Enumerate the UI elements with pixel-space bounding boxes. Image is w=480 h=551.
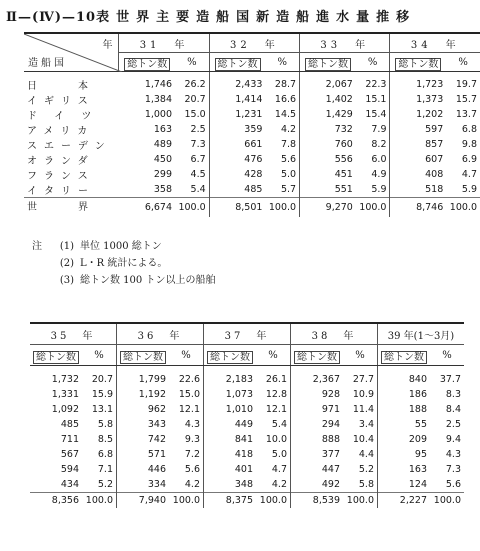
percent-cell: 5.0 <box>256 447 291 462</box>
pct-header: % <box>175 53 209 72</box>
table-row <box>24 167 480 182</box>
total-row <box>24 198 480 218</box>
percent-cell: 7.8 <box>265 137 299 152</box>
table-heading: 世界主要造船国新造船進水量推移 <box>116 10 417 25</box>
tonnage-cell: 1,799 <box>138 374 166 385</box>
percent-cell: 15.0 <box>169 387 204 402</box>
percent-cell: 4.2 <box>265 122 299 137</box>
ton-header: 総トン数 <box>300 53 356 72</box>
tonnage-cell: 2,227 <box>378 493 431 509</box>
tonnage-cell: 446 <box>147 464 166 475</box>
ton-header: 総トン数 <box>117 345 170 366</box>
percent-cell: 4.7 <box>256 462 291 477</box>
tonnage-cell: 209 <box>408 434 427 445</box>
tonnage-cell: 1,429 <box>325 109 353 120</box>
corner-country-label: 造船国 <box>28 58 67 69</box>
tonnage-cell: 1,092 <box>51 404 79 415</box>
tonnage-cell: 1,231 <box>235 109 263 120</box>
tonnage-cell: 8,375 <box>204 493 257 509</box>
percent-cell: 7.9 <box>356 122 390 137</box>
tonnage-cell: 1,402 <box>325 94 353 105</box>
tonnage-cell: 449 <box>234 419 253 430</box>
percent-cell: 16.6 <box>265 92 299 107</box>
tonnage-cell: 857 <box>425 139 444 150</box>
percent-cell: 4.4 <box>343 447 378 462</box>
table-row <box>30 477 464 493</box>
percent-cell: 7.3 <box>445 464 461 475</box>
pct-header: % <box>356 53 390 72</box>
pct-header: % <box>169 345 204 366</box>
notes <box>32 238 215 289</box>
table-row <box>24 137 480 152</box>
percent-cell: 12.1 <box>169 402 204 417</box>
percent-cell: 100.0 <box>82 493 117 509</box>
tonnage-cell: 124 <box>408 479 427 490</box>
tonnage-cell: 377 <box>321 449 340 460</box>
tonnage-cell: 334 <box>147 479 166 490</box>
percent-cell: 4.7 <box>461 169 477 180</box>
percent-cell: 4.3 <box>445 449 461 460</box>
tonnage-cell: 186 <box>408 389 427 400</box>
tonnage-cell: 518 <box>425 184 444 195</box>
ton-header: 総トン数 <box>30 345 82 366</box>
percent-cell: 5.2 <box>343 462 378 477</box>
percent-cell: 13.1 <box>82 402 117 417</box>
tonnage-cell: 841 <box>234 434 253 445</box>
year-header: 37 年 <box>204 323 291 345</box>
table-title <box>6 6 416 25</box>
percent-cell: 6.0 <box>356 152 390 167</box>
percent-cell: 13.7 <box>455 109 477 120</box>
table-row <box>30 402 464 417</box>
tonnage-cell: 971 <box>321 404 340 415</box>
table-row <box>30 417 464 432</box>
year-header: 39 年(1〜3月) <box>378 323 465 345</box>
tonnage-cell: 489 <box>153 139 173 150</box>
pct-header: % <box>82 345 117 366</box>
table-row <box>24 182 480 198</box>
tonnage-cell: 476 <box>244 154 263 165</box>
percent-cell: 6.7 <box>175 152 209 167</box>
tonnage-cell: 840 <box>408 374 427 385</box>
tonnage-cell: 7,940 <box>117 493 170 509</box>
percent-cell: 5.0 <box>265 167 299 182</box>
percent-cell: 12.1 <box>256 402 291 417</box>
corner-header <box>24 33 119 72</box>
percent-cell: 9.8 <box>461 139 477 150</box>
percent-cell: 100.0 <box>343 493 378 509</box>
tonnage-cell: 1,746 <box>144 79 173 90</box>
pct-header: % <box>446 53 480 72</box>
year-header: 31 年 <box>119 33 209 53</box>
table-1935-1939 <box>30 322 464 508</box>
percent-cell: 100.0 <box>430 493 464 509</box>
tonnage-cell: 928 <box>321 389 340 400</box>
ton-header: 総トン数 <box>119 53 175 72</box>
tonnage-cell: 571 <box>147 449 166 460</box>
country-cell: イギリス <box>27 96 95 107</box>
percent-cell: 9.4 <box>445 434 461 445</box>
percent-cell: 8.4 <box>445 404 461 415</box>
tonnage-cell: 556 <box>334 154 353 165</box>
percent-cell: 15.1 <box>356 92 390 107</box>
percent-cell: 5.8 <box>82 417 117 432</box>
year-header: 38 年 <box>291 323 378 345</box>
tonnage-cell: 1,732 <box>51 374 79 385</box>
tonnage-cell: 95 <box>414 449 427 460</box>
year-header: 34 年 <box>390 33 480 53</box>
tonnage-cell: 1,010 <box>225 404 253 415</box>
percent-cell: 5.2 <box>82 477 117 493</box>
percent-cell: 7.1 <box>82 462 117 477</box>
country-cell: フランス <box>27 171 95 182</box>
percent-cell: 12.8 <box>256 387 291 402</box>
percent-cell: 22.6 <box>169 366 204 388</box>
pct-header: % <box>265 53 299 72</box>
country-cell: オランダ <box>27 156 95 167</box>
percent-cell: 100.0 <box>169 493 204 509</box>
country-cell: イタリー <box>27 186 95 197</box>
percent-cell: 5.7 <box>265 182 299 198</box>
percent-cell: 2.5 <box>175 122 209 137</box>
percent-cell: 8.2 <box>356 137 390 152</box>
pct-header: % <box>430 345 464 366</box>
percent-cell: 100.0 <box>175 198 209 218</box>
country-cell: アメリカ <box>27 126 95 137</box>
percent-cell: 26.1 <box>256 366 291 388</box>
percent-cell: 6.8 <box>82 447 117 462</box>
tonnage-cell: 1,723 <box>416 79 444 90</box>
tonnage-cell: 2,367 <box>312 374 340 385</box>
tonnage-cell: 55 <box>414 419 427 430</box>
table-row <box>30 462 464 477</box>
percent-cell: 20.7 <box>175 92 209 107</box>
tonnage-cell: 8,539 <box>291 493 344 509</box>
percent-cell: 8.5 <box>82 432 117 447</box>
percent-cell: 22.3 <box>356 72 390 93</box>
percent-cell: 11.4 <box>343 402 378 417</box>
year-header: 33 年 <box>300 33 390 53</box>
table-row <box>24 152 480 167</box>
country-cell: スエーデン <box>27 141 112 152</box>
percent-cell: 5.4 <box>175 182 209 198</box>
percent-cell: 100.0 <box>446 198 480 218</box>
percent-cell: 5.6 <box>265 152 299 167</box>
country-cell: 日 本 <box>27 81 95 92</box>
tonnage-cell: 359 <box>244 124 263 135</box>
percent-cell: 10.9 <box>343 387 378 402</box>
percent-cell: 100.0 <box>256 493 291 509</box>
percent-cell: 26.2 <box>175 72 209 93</box>
tonnage-cell: 1,414 <box>235 94 263 105</box>
tonnage-cell: 450 <box>153 154 173 165</box>
year-header: 36 年 <box>117 323 204 345</box>
percent-cell: 14.5 <box>265 107 299 122</box>
pct-header: % <box>256 345 291 366</box>
tonnage-cell: 485 <box>244 184 263 195</box>
pct-header: % <box>343 345 378 366</box>
table-1931-1934 <box>24 32 480 217</box>
tonnage-cell: 742 <box>147 434 166 445</box>
tonnage-cell: 661 <box>244 139 263 150</box>
ton-header: 総トン数 <box>291 345 344 366</box>
percent-cell: 8.3 <box>445 389 461 400</box>
country-cell: 世 界 <box>24 198 119 218</box>
percent-cell: 15.7 <box>455 94 477 105</box>
tonnage-cell: 1,073 <box>225 389 253 400</box>
percent-cell: 10.4 <box>343 432 378 447</box>
tonnage-cell: 962 <box>147 404 166 415</box>
note-item: (2) L・R 統計による。 <box>59 258 168 269</box>
tonnage-cell: 888 <box>321 434 340 445</box>
percent-cell: 2.5 <box>445 419 461 430</box>
note-item: 注 (1) 単位 1000 総トン <box>32 241 162 252</box>
tonnage-cell: 1,384 <box>144 94 173 105</box>
table-row <box>30 447 464 462</box>
table-row <box>24 72 480 93</box>
percent-cell: 15.9 <box>82 387 117 402</box>
tonnage-cell: 8,356 <box>30 493 82 509</box>
year-header: 35 年 <box>30 323 117 345</box>
tonnage-cell: 358 <box>153 184 173 195</box>
tonnage-cell: 299 <box>153 169 173 180</box>
tonnage-cell: 732 <box>334 124 353 135</box>
tonnage-cell: 343 <box>147 419 166 430</box>
tonnage-cell: 567 <box>60 449 79 460</box>
percent-cell: 4.3 <box>169 417 204 432</box>
percent-cell: 4.5 <box>175 167 209 182</box>
percent-cell: 3.4 <box>343 417 378 432</box>
tonnage-cell: 607 <box>425 154 444 165</box>
percent-cell: 5.4 <box>256 417 291 432</box>
tonnage-cell: 418 <box>234 449 253 460</box>
ton-header: 総トン数 <box>204 345 257 366</box>
tonnage-cell: 6,674 <box>119 198 175 218</box>
tonnage-cell: 447 <box>321 464 340 475</box>
tonnage-cell: 163 <box>153 124 173 135</box>
ton-header: 総トン数 <box>378 345 431 366</box>
tonnage-cell: 408 <box>425 169 444 180</box>
tonnage-cell: 760 <box>334 139 353 150</box>
percent-cell: 7.3 <box>175 137 209 152</box>
tonnage-cell: 188 <box>408 404 427 415</box>
percent-cell: 100.0 <box>265 198 299 218</box>
percent-cell: 4.2 <box>169 477 204 493</box>
tonnage-cell: 9,270 <box>300 198 356 218</box>
percent-cell: 4.9 <box>356 167 390 182</box>
tonnage-cell: 451 <box>334 169 353 180</box>
percent-cell: 5.8 <box>343 477 378 493</box>
percent-cell: 10.0 <box>256 432 291 447</box>
table-row <box>24 122 480 137</box>
ton-header: 総トン数 <box>209 53 265 72</box>
percent-cell: 5.9 <box>461 184 477 195</box>
percent-cell: 9.3 <box>169 432 204 447</box>
tonnage-cell: 711 <box>60 434 79 445</box>
tonnage-cell: 434 <box>60 479 79 490</box>
tonnage-cell: 1,373 <box>416 94 444 105</box>
ton-header: 総トン数 <box>390 53 446 72</box>
tonnage-cell: 594 <box>60 464 79 475</box>
tonnage-cell: 485 <box>60 419 79 430</box>
tonnage-cell: 1,331 <box>51 389 79 400</box>
percent-cell: 27.7 <box>343 366 378 388</box>
table-row <box>30 432 464 447</box>
percent-cell: 15.4 <box>356 107 390 122</box>
tonnage-cell: 294 <box>321 419 340 430</box>
percent-cell: 15.0 <box>175 107 209 122</box>
tonnage-cell: 2,067 <box>325 79 353 90</box>
percent-cell: 19.7 <box>455 79 477 90</box>
tonnage-cell: 2,433 <box>235 79 263 90</box>
total-row <box>30 493 464 509</box>
tonnage-cell: 1,000 <box>144 109 173 120</box>
percent-cell: 20.7 <box>82 366 117 388</box>
percent-cell: 28.7 <box>265 72 299 93</box>
tonnage-cell: 1,202 <box>416 109 444 120</box>
tonnage-cell: 597 <box>425 124 444 135</box>
table-row <box>30 387 464 402</box>
percent-cell: 4.2 <box>256 477 291 493</box>
tonnage-cell: 1,192 <box>138 389 166 400</box>
percent-cell: 5.9 <box>356 182 390 198</box>
tonnage-cell: 8,501 <box>209 198 265 218</box>
tonnage-cell: 348 <box>234 479 253 490</box>
tonnage-cell: 401 <box>234 464 253 475</box>
table-number: Ⅱ—(Ⅳ)—10表 <box>6 10 111 25</box>
percent-cell: 5.6 <box>169 462 204 477</box>
tonnage-cell: 551 <box>334 184 353 195</box>
tonnage-cell: 2,183 <box>225 374 253 385</box>
table-row <box>30 366 464 388</box>
tonnage-cell: 8,746 <box>390 198 446 218</box>
percent-cell: 7.2 <box>169 447 204 462</box>
tonnage-cell: 428 <box>244 169 263 180</box>
tonnage-cell: 163 <box>408 464 427 475</box>
corner-year-label: 年 <box>102 40 113 51</box>
percent-cell: 6.8 <box>461 124 477 135</box>
tonnage-cell: 492 <box>321 479 340 490</box>
percent-cell: 6.9 <box>461 154 477 165</box>
percent-cell: 5.6 <box>445 479 461 490</box>
percent-cell: 100.0 <box>356 198 390 218</box>
table-row <box>24 92 480 107</box>
table-row <box>24 107 480 122</box>
year-header: 32 年 <box>209 33 299 53</box>
note-item: (3) 総トン数 100 トン以上の船舶 <box>59 275 216 286</box>
percent-cell: 37.7 <box>439 374 461 385</box>
country-cell: ド イ ツ <box>27 111 99 122</box>
